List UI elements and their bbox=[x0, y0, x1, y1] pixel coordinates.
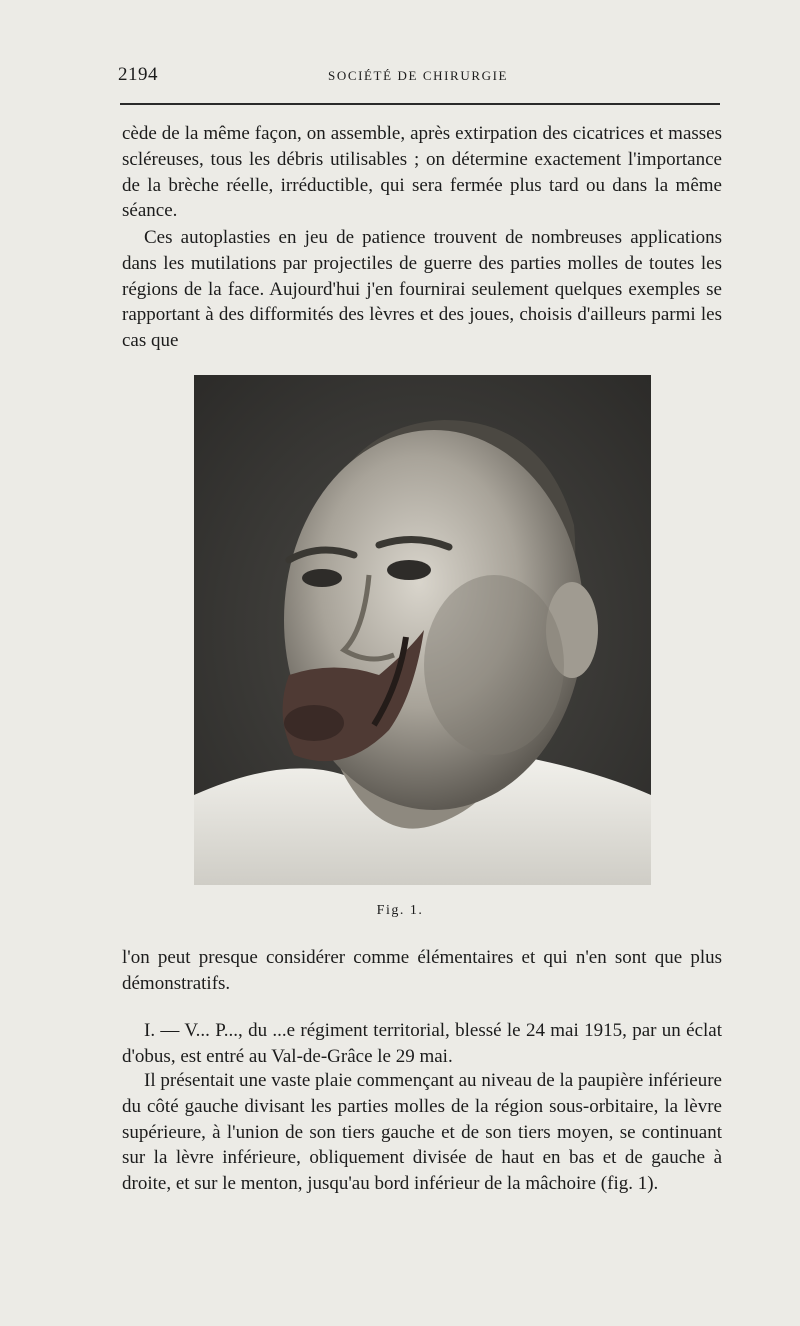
figure-caption: Fig. 1. bbox=[376, 903, 424, 918]
running-head bbox=[118, 64, 722, 94]
portrait-illustration bbox=[194, 375, 651, 885]
paragraph-continued: cède de la même façon, on assemble, après extirpation des cicatrices et masses scléreuses, tous les débris utilisables ; on détermine exactement l'importance de la brèche réelle, irréductible, qui sera fermée plus tard ou dans la même séance. bbox=[122, 123, 722, 222]
paragraph-wound-description: Il présentait une vaste plaie commençant au niveau de la paupière inférieure du côté gauche divisant les parties molles de la région sous-orbitaire, la lèvre supérieure, à l'union de son tiers gauche et de son tiers moyen, se continuant sur la lèvre inférieure, obliquement divisée de haut en bas et de gauche à droite, et sur le menton, jusqu'au bord inférieur de la mâchoire (fig. 1). bbox=[122, 1070, 722, 1195]
paragraph-elementary-cases: l'on peut presque considérer comme élémentaires et qui n'en sont que plus démonstratifs. bbox=[122, 947, 722, 994]
header-rule bbox=[120, 103, 720, 105]
patient-photograph bbox=[194, 375, 651, 885]
paragraph-case-one: I. — V... P..., du ...e régiment territorial, blessé le 24 mai 1915, par un éclat d'obus, est entré au Val-de-Grâce le 29 mai. bbox=[122, 1020, 722, 1067]
paragraph-autoplasties: Ces autoplasties en jeu de patience trouvent de nombreuses applications dans les mutilations par projectiles de guerre des parties molles de toutes les régions de la face. Aujourd'hui j'en fournirai seulement quelques exemples se rapportant à des difformités des lèvres et des joues, choisis d'ailleurs parmi les cas que bbox=[122, 227, 722, 352]
running-title: SOCIÉTÉ DE CHIRURGIE bbox=[328, 68, 509, 83]
page-number: 2194 bbox=[118, 64, 158, 85]
